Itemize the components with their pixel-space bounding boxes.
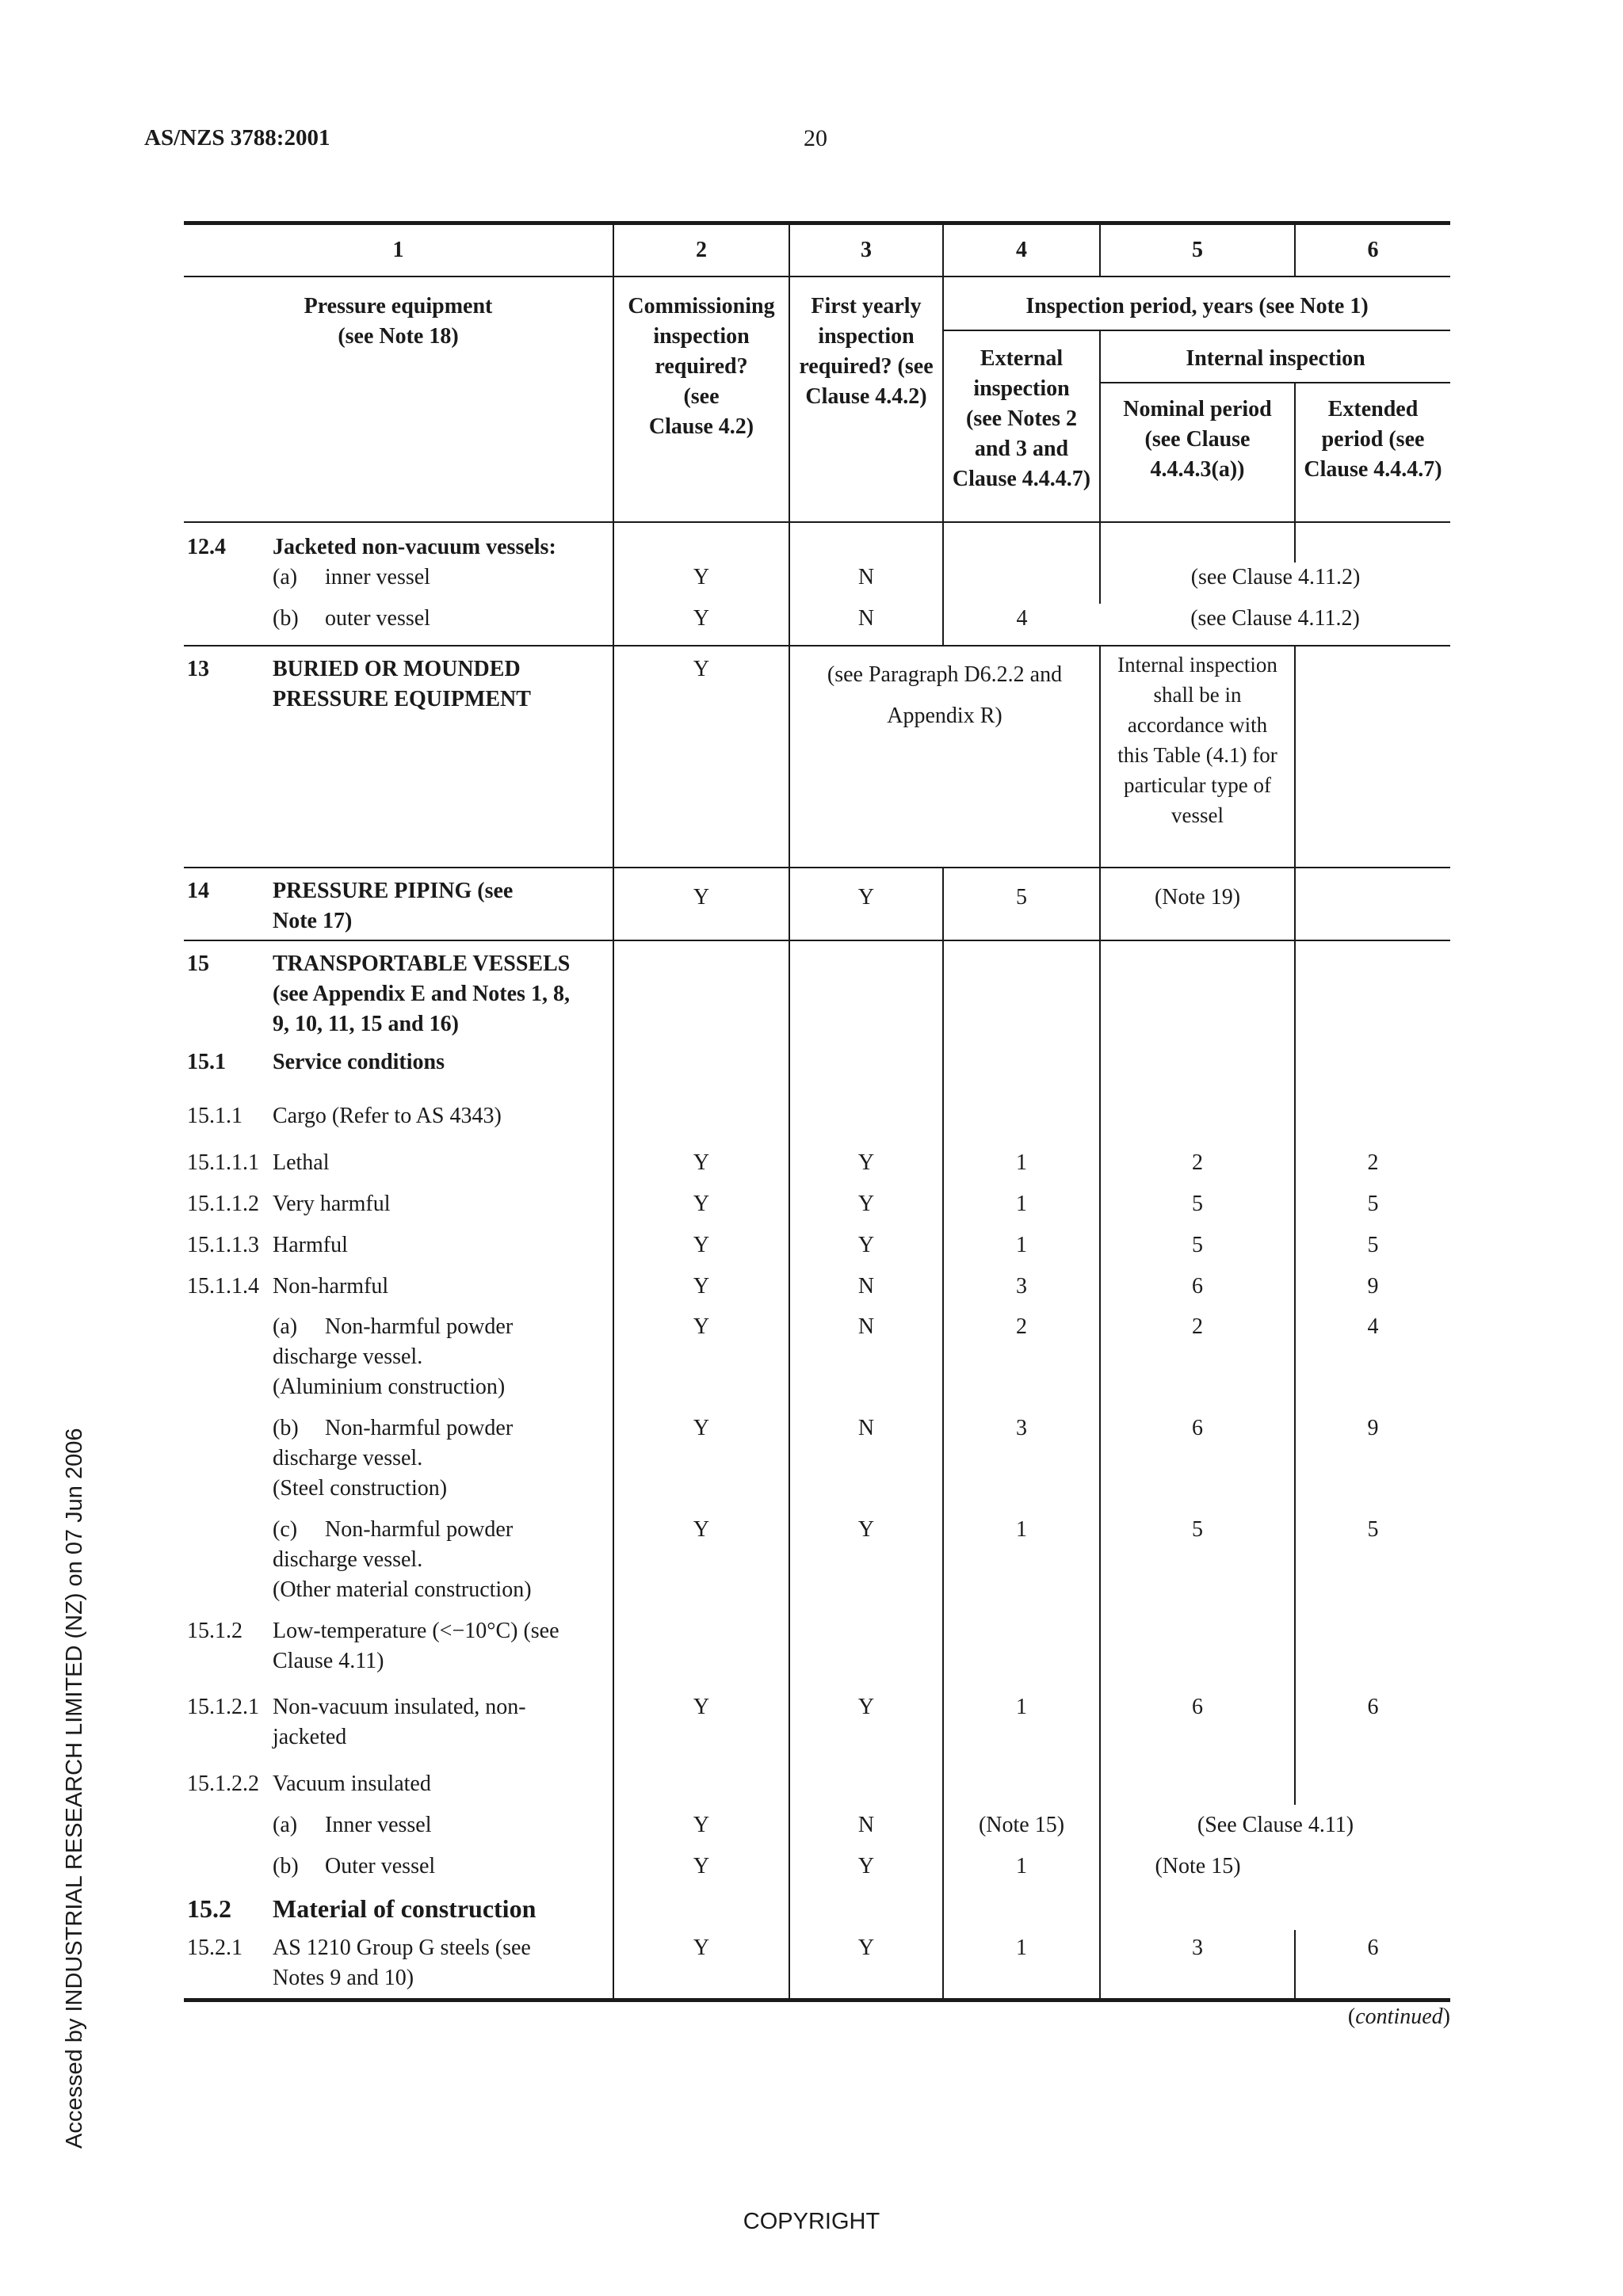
row-description: (b) outer vessel xyxy=(271,604,613,646)
row-description: Service conditions xyxy=(273,1050,445,1074)
row-description: (a) Inner vessel xyxy=(273,1813,432,1837)
nominal-value: (Note 15) xyxy=(1100,1846,1295,1887)
clause-number: 15.1.1.4 xyxy=(187,1274,259,1299)
first-yearly-value: N xyxy=(789,1307,943,1409)
table-row xyxy=(184,1611,1450,1688)
table-row xyxy=(184,1764,1450,1805)
first-yearly-value: Y xyxy=(789,1688,943,1764)
nominal-period-header: Nominal period (see Clause 4.4.4.3(a)) xyxy=(1100,383,1295,522)
internal-inspection-note: (See Clause 4.11) xyxy=(1100,1805,1450,1846)
first-yearly-value: Y xyxy=(789,1846,943,1887)
external-value: 5 xyxy=(943,868,1100,940)
row-description: (b) Outer vessel xyxy=(273,1854,436,1878)
extended-value: 6 xyxy=(1295,1688,1450,1764)
first-yearly-value: Y xyxy=(789,1184,943,1225)
external-value: 1 xyxy=(943,1510,1100,1611)
commissioning-value: Y xyxy=(613,1307,789,1409)
table-row xyxy=(184,1307,1450,1409)
first-yearly-value: Y xyxy=(789,1930,943,2000)
clause-number: 12.4 xyxy=(187,535,226,559)
first-yearly-value: Y xyxy=(789,868,943,940)
commissioning-value: Y xyxy=(613,1225,789,1266)
table-row xyxy=(184,1142,1450,1184)
clause-number: 15 xyxy=(187,952,209,976)
commissioning-value: Y xyxy=(613,1805,789,1846)
clause-number: 15.1.2.2 xyxy=(187,1772,259,1796)
table-row xyxy=(184,1887,1450,1930)
row-description: (a) Non-harmful powder discharge vessel. (Aluminium construction) xyxy=(273,1314,514,1399)
commissioning-value: Y xyxy=(613,604,789,646)
external-value: 2 xyxy=(943,1307,1100,1409)
row-description: (c) Non-harmful powder discharge vessel. (Other material construction) xyxy=(273,1517,532,1602)
row-description: (b) Non-harmful powder discharge vessel. (Steel construction) xyxy=(273,1416,514,1501)
inspection-period-header: Inspection period, years (see Note 1) xyxy=(943,277,1450,330)
clause-number: 15.2.1 xyxy=(184,1930,271,2000)
internal-inspection-note: (see Clause 4.11.2) xyxy=(1100,604,1450,646)
inspection-period-table xyxy=(184,221,1450,2002)
internal-inspection-note: (see Clause 4.11.2) xyxy=(1100,563,1450,604)
extended-value: 4 xyxy=(1295,1307,1450,1409)
table-row xyxy=(184,1688,1450,1764)
table-row xyxy=(184,522,1450,563)
col-number: 4 xyxy=(943,223,1100,277)
clause-number: 15.2 xyxy=(187,1894,231,1923)
row-description: Low-temperature (<−10°C) (see Clause 4.11) xyxy=(273,1619,559,1673)
table-row xyxy=(184,1093,1450,1142)
extended-value: 9 xyxy=(1295,1266,1450,1307)
commissioning-value: Y xyxy=(613,1930,789,2000)
nominal-value: 6 xyxy=(1100,1266,1295,1307)
internal-inspection-header: Internal inspection xyxy=(1100,330,1450,383)
nominal-value: 5 xyxy=(1100,1184,1295,1225)
table-row xyxy=(184,1930,1450,2000)
row-description: Jacketed non-vacuum vessels: xyxy=(273,535,556,559)
clause-number: 15.1.1.2 xyxy=(187,1192,259,1216)
continued-note: (continued) xyxy=(1347,2004,1450,2029)
nominal-value: 6 xyxy=(1100,1409,1295,1510)
external-value: 1 xyxy=(943,1184,1100,1225)
row-description: BURIED OR MOUNDED PRESSURE EQUIPMENT xyxy=(271,646,613,868)
nominal-value: 6 xyxy=(1100,1688,1295,1764)
external-value: 1 xyxy=(943,1930,1100,2000)
table-row xyxy=(184,604,1450,646)
commissioning-value: Y xyxy=(613,646,789,868)
extended-value: 9 xyxy=(1295,1409,1450,1510)
external-value: 4 xyxy=(943,604,1100,646)
table-row xyxy=(184,646,1450,868)
col-number: 6 xyxy=(1295,223,1450,277)
col-number: 3 xyxy=(789,223,943,277)
col-number: 2 xyxy=(613,223,789,277)
page-number: 20 xyxy=(804,125,827,151)
commissioning-value: Y xyxy=(613,1510,789,1611)
first-yearly-value: N xyxy=(789,563,943,604)
external-value: 3 xyxy=(943,1266,1100,1307)
external-value: 1 xyxy=(943,1688,1100,1764)
table-row xyxy=(184,868,1450,940)
clause-number: 15.1.2 xyxy=(187,1619,242,1643)
paragraph-reference: (see Paragraph D6.2.2 and Appendix R) xyxy=(789,646,1100,868)
external-value: 3 xyxy=(943,1409,1100,1510)
extended-value: 5 xyxy=(1295,1510,1450,1611)
row-description: Non-harmful xyxy=(273,1274,389,1299)
nominal-value: 2 xyxy=(1100,1307,1295,1409)
copyright-footer: COPYRIGHT xyxy=(743,2209,880,2234)
row-description: (a) inner vessel xyxy=(273,565,430,589)
external-value: 1 xyxy=(943,1846,1100,1887)
row-description: Vacuum insulated xyxy=(273,1772,431,1796)
extended-value: 5 xyxy=(1295,1184,1450,1225)
first-yearly-value: N xyxy=(789,1266,943,1307)
table-row xyxy=(184,1266,1450,1307)
first-yearly-value: Y xyxy=(789,1225,943,1266)
col-number: 5 xyxy=(1100,223,1295,277)
table-row xyxy=(184,563,1450,604)
commissioning-value: Y xyxy=(613,1688,789,1764)
table-row xyxy=(184,1225,1450,1266)
external-value: 1 xyxy=(943,1142,1100,1184)
nominal-value: 5 xyxy=(1100,1225,1295,1266)
col-number: 1 xyxy=(184,223,613,277)
row-description: Non-vacuum insulated, non- jacketed xyxy=(273,1695,526,1749)
row-description: Lethal xyxy=(273,1150,330,1175)
pressure-equipment-header: Pressure equipment (see Note 18) xyxy=(184,277,613,522)
nominal-value: 2 xyxy=(1100,1142,1295,1184)
first-yearly-header: First yearly inspection required? (see Clause 4.4.2) xyxy=(789,277,943,522)
commissioning-value: Y xyxy=(613,1266,789,1307)
column-number-row xyxy=(184,223,1450,277)
table-row xyxy=(184,1805,1450,1846)
table-row xyxy=(184,940,1450,1039)
table-row xyxy=(184,1409,1450,1510)
clause-number: 15.1.1.3 xyxy=(187,1233,259,1257)
internal-inspection-note: Internal inspection shall be in accordance with this Table (4.1) for particular type of vessel xyxy=(1100,646,1295,868)
extended-value: 5 xyxy=(1295,1225,1450,1266)
clause-number: 14 xyxy=(184,868,271,940)
row-description: Very harmful xyxy=(273,1192,391,1216)
nominal-value: (Note 19) xyxy=(1100,868,1295,940)
table-row xyxy=(184,1510,1450,1611)
clause-number: 15.1 xyxy=(187,1050,226,1074)
commissioning-value: Y xyxy=(613,1184,789,1225)
row-description: Material of construction xyxy=(273,1894,537,1923)
table-row xyxy=(184,1184,1450,1225)
first-yearly-value: N xyxy=(789,1409,943,1510)
commissioning-value: Y xyxy=(613,868,789,940)
commissioning-value: Y xyxy=(613,1142,789,1184)
first-yearly-value: Y xyxy=(789,1510,943,1611)
clause-number: 15.1.1 xyxy=(187,1104,242,1128)
external-value: 1 xyxy=(943,1225,1100,1266)
extended-value: 2 xyxy=(1295,1142,1450,1184)
row-description: Harmful xyxy=(273,1233,348,1257)
standard-id: AS/NZS 3788:2001 xyxy=(144,125,330,151)
external-inspection-header: External inspection (see Notes 2 and 3 and Clause 4.4.4.7) xyxy=(943,330,1100,522)
clause-number: 15.1.1.1 xyxy=(187,1150,259,1175)
table-row xyxy=(184,1846,1450,1887)
nominal-value: 5 xyxy=(1100,1510,1295,1611)
row-description: AS 1210 Group G steels (see Notes 9 and 10) xyxy=(271,1930,613,2000)
clause-number: 13 xyxy=(184,646,271,868)
commissioning-value: Y xyxy=(613,1846,789,1887)
row-description: TRANSPORTABLE VESSELS (see Appendix E and Notes 1, 8, 9, 10, 11, 15 and 16) xyxy=(273,952,571,1036)
commissioning-header: Commissioning inspection required? (see Clause 4.2) xyxy=(613,277,789,522)
row-description: PRESSURE PIPING (see Note 17) xyxy=(271,868,613,940)
external-value: (Note 15) xyxy=(943,1805,1100,1846)
extended-value: 6 xyxy=(1295,1930,1450,2000)
access-watermark: Accessed by INDUSTRIAL RESEARCH LIMITED (NZ) on 07 Jun 2006 xyxy=(62,1428,87,2149)
first-yearly-value: Y xyxy=(789,1142,943,1184)
extended-period-header: Extended period (see Clause 4.4.4.7) xyxy=(1295,383,1450,522)
nominal-value: 3 xyxy=(1100,1930,1295,2000)
clause-number: 15.1.2.1 xyxy=(187,1695,259,1719)
commissioning-value: Y xyxy=(613,1409,789,1510)
first-yearly-value: N xyxy=(789,604,943,646)
first-yearly-value: N xyxy=(789,1805,943,1846)
table-row xyxy=(184,1039,1450,1093)
header-row xyxy=(184,277,1450,330)
row-description: Cargo (Refer to AS 4343) xyxy=(273,1104,502,1128)
commissioning-value: Y xyxy=(613,563,789,604)
